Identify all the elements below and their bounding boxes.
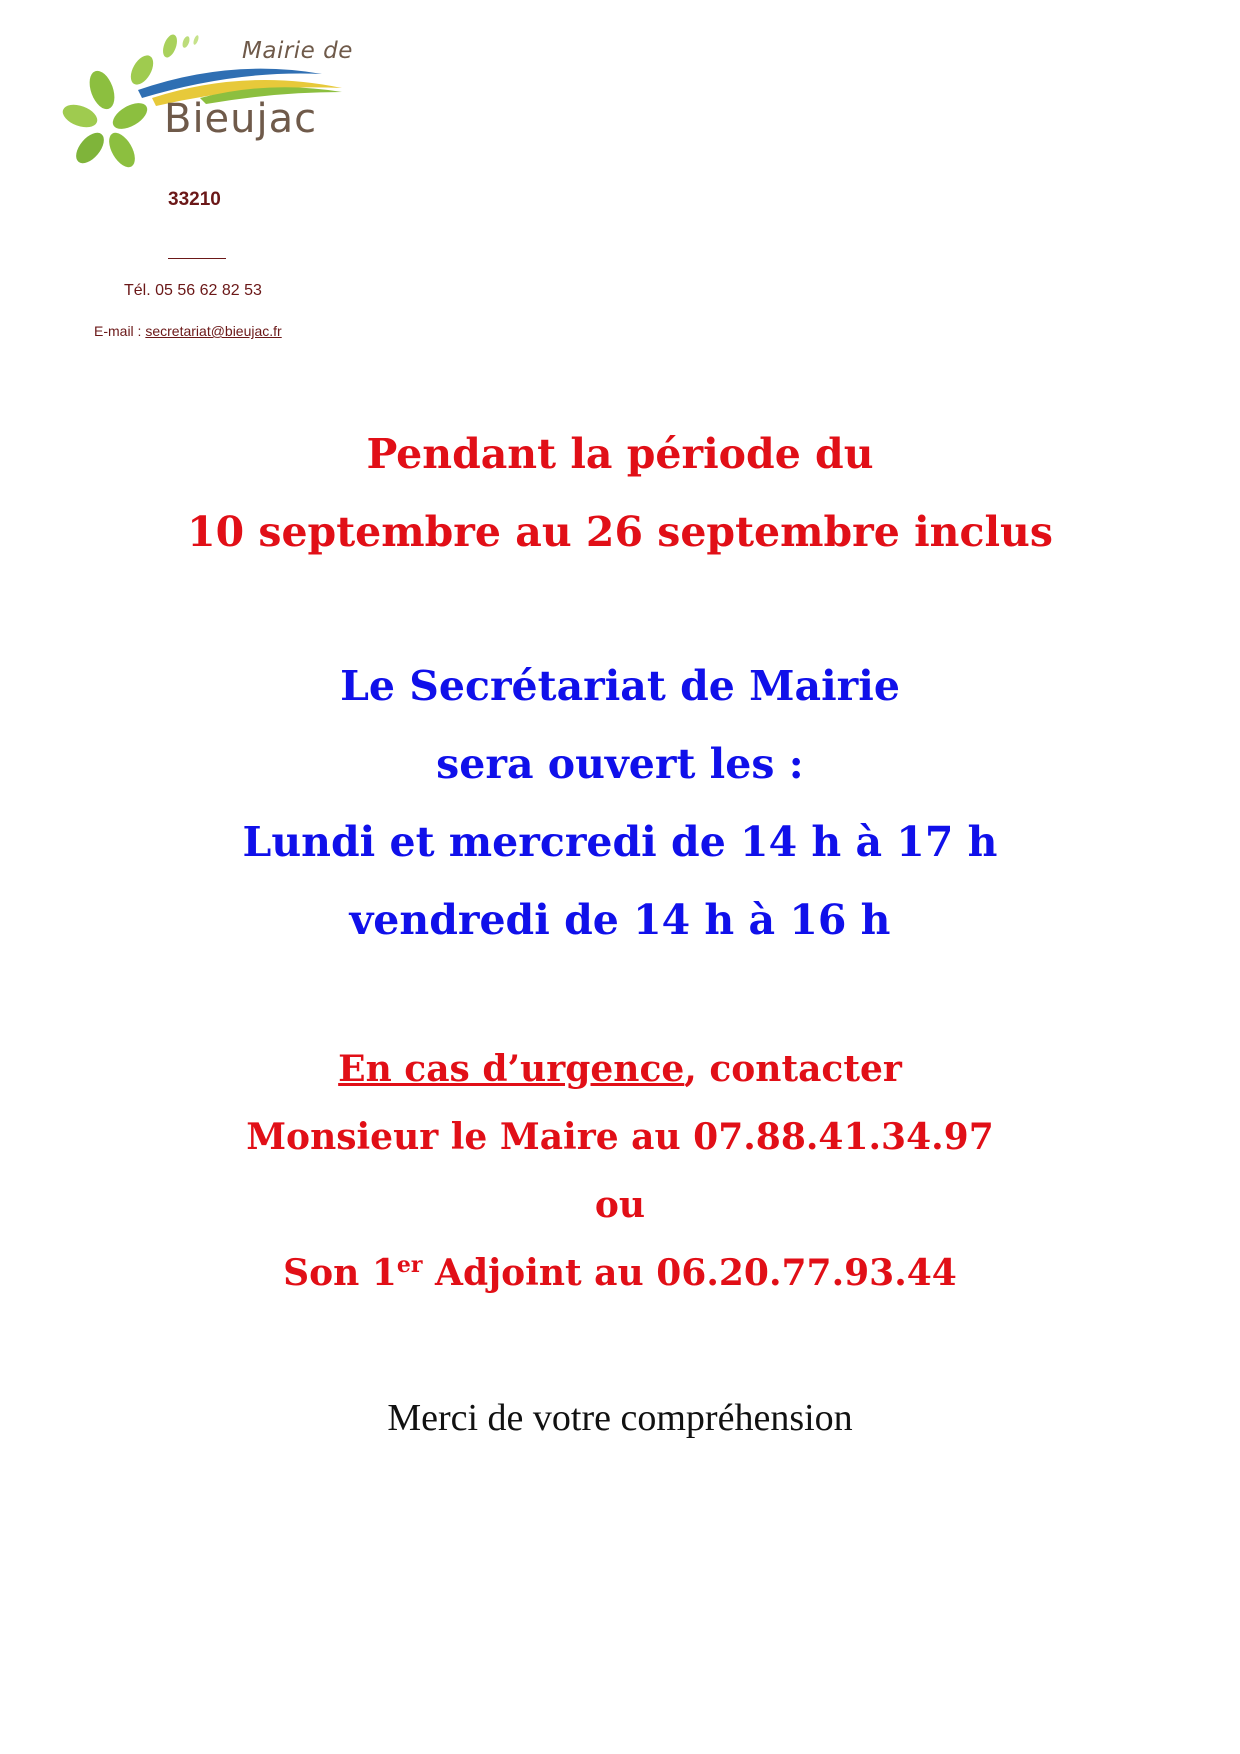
mairie-logo <box>60 28 353 178</box>
phone-number: Tél. 05 56 62 82 53 <box>124 282 262 299</box>
urgent-line <box>0 1048 1240 1090</box>
email-label: E-mail : <box>94 323 146 339</box>
office-hours-line-1: Lundi et mercredi de 14 h à 17 h <box>242 818 998 866</box>
mayor-contact-line: Monsieur le Maire au 07.88.41.34.97 <box>246 1116 994 1158</box>
email-line <box>94 323 282 339</box>
thanks-line: Merci de votre compréhension <box>387 1397 853 1439</box>
period-line-1: Pendant la période du <box>366 430 874 478</box>
logo-name-text: Bieujac <box>164 96 318 142</box>
postcode: 33210 <box>168 189 221 210</box>
header-separator <box>168 258 226 259</box>
period-line-2: 10 septembre au 26 septembre inclus <box>187 508 1053 556</box>
deputy-superscript: er <box>396 1252 423 1278</box>
office-line-2: sera ouvert les : <box>436 740 804 788</box>
email-link[interactable]: secretariat@bieujac.fr <box>145 323 282 339</box>
urgent-rest: , contacter <box>684 1048 902 1090</box>
logo-prefix-text: Mairie de <box>242 38 353 64</box>
or-line: ou <box>594 1184 646 1226</box>
urgent-label: En cas d’urgence <box>338 1048 685 1090</box>
deputy-prefix: Son 1 <box>283 1252 397 1294</box>
deputy-rest: Adjoint au 06.20.77.93.44 <box>422 1252 957 1294</box>
office-hours-line-2: vendredi de 14 h à 16 h <box>349 896 891 944</box>
deputy-contact-line <box>0 1252 1240 1294</box>
office-line-1: Le Secrétariat de Mairie <box>340 662 900 710</box>
